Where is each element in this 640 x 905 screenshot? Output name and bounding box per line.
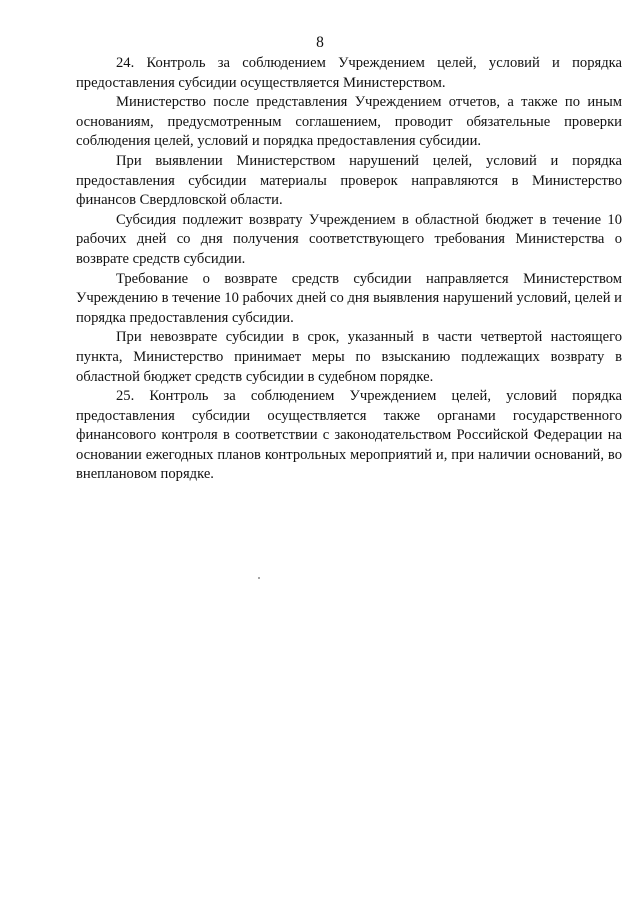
paragraph-24-control: 24. Контроль за соблюдением Учреждением целей, условий и порядка предоставления субсидии осуществляется Министерством. — [76, 55, 622, 91]
paragraph-subsidy-return: Субсидия подлежит возврату Учреждением в областной бюджет в течение 10 рабочих дней со дня получения соответствующего требования Министерства о возврате средств субсидии. — [76, 211, 622, 267]
paragraph-return-request: Требование о возврате средств субсидии направляется Министерством Учреждению в течение 10 рабочих дней со дня выявления нарушений условий, целей и порядка предоставления субсидии. — [76, 270, 622, 326]
scan-artifact-dot — [258, 577, 260, 579]
document-body — [76, 54, 622, 485]
paragraph-court-recovery: При невозврате субсидии в срок, указанный в части четвертой настоящего пункта, Министерство принимает меры по взысканию подлежащих возврату в областной бюджет средств субсидии в судебном порядке. — [76, 329, 622, 385]
page-number: 8 — [316, 34, 324, 51]
paragraph-25-state-control: 25. Контроль за соблюдением Учреждением целей, условий порядка предоставления субсидии осуществляется также органами государственного финансового контроля в соответствии с законодательством Российской Федерации на основании ежегодных планов контрольных мероприятий и, при наличии оснований, во внеплановом порядке. — [76, 388, 622, 483]
paragraph-violations: При выявлении Министерством нарушений целей, условий и порядка предоставления субсидии материалы проверок направляются в Министерство финансов Свердловской области. — [76, 152, 622, 209]
paragraph-inspections: Министерство после представления Учреждением отчетов, а также по иным основаниям, предусмотренным соглашением, проводит обязательные проверки соблюдения целей, условий и порядка предоставления субсидии. — [76, 94, 622, 150]
